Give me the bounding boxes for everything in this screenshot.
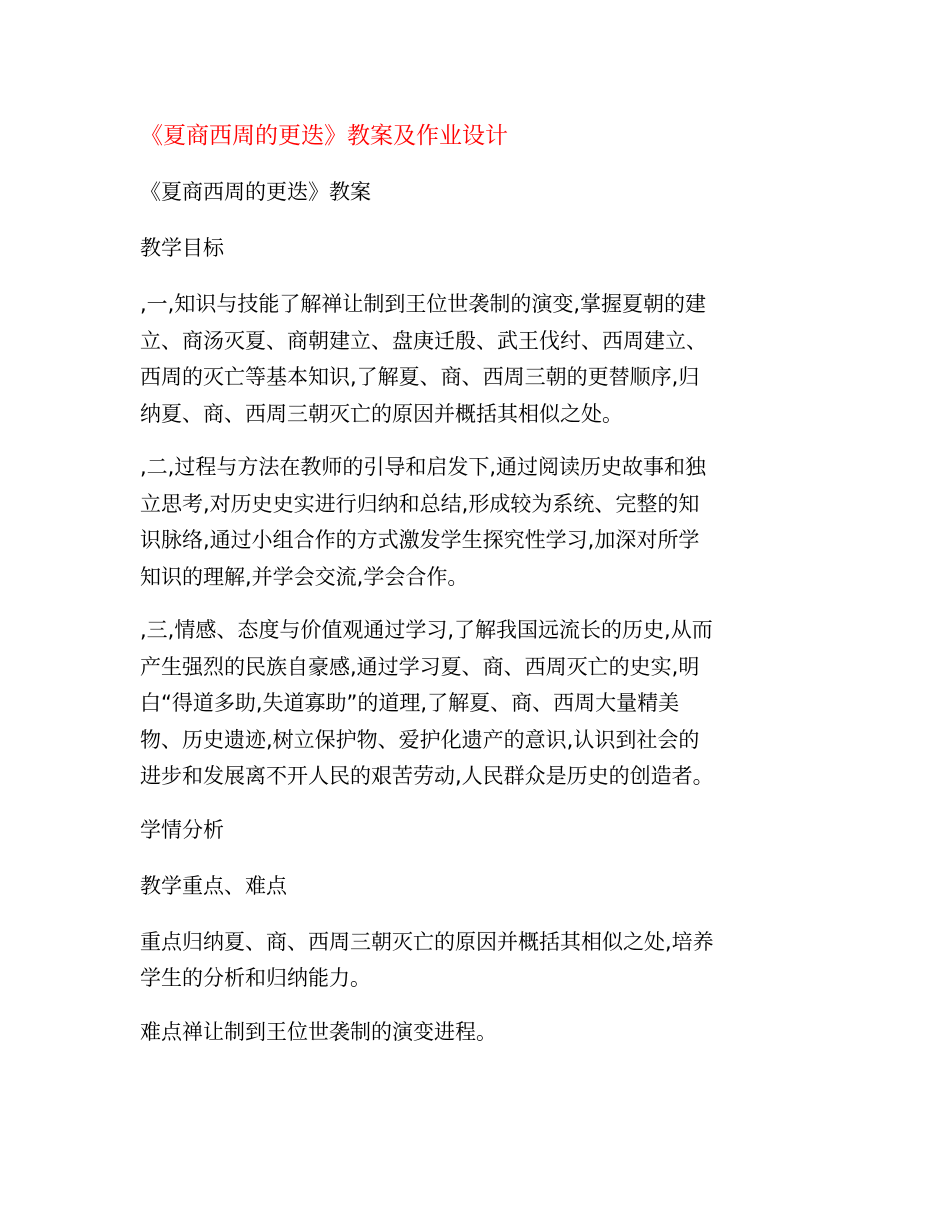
paragraph-line: 产生强烈的民族自豪感,通过学习夏、商、西周灭亡的史实,明 [140, 654, 700, 679]
paragraph-line: 立、商汤灭夏、商朝建立、盘庚迁殷、武王伐纣、西周建立、 [140, 328, 707, 353]
key-point-paragraph [140, 924, 812, 997]
section-heading-analysis: 学情分析 [140, 817, 224, 842]
difficult-point-paragraph: 难点禅让制到王位世袭制的演变进程。 [140, 1019, 497, 1044]
section-heading-key-points: 教学重点、难点 [140, 873, 287, 898]
paragraph-line: 白“得道多助,失道寡助”的道理,了解夏、商、西周大量精美 [140, 691, 680, 715]
paragraph-line: 进步和发展离不开人民的艰苦劳动,人民群众是历史的创造者。 [140, 764, 714, 788]
paragraph-line: 立思考,对历史史实进行归纳和总结,形成较为系统、完整的知 [140, 491, 700, 516]
paragraph-line: 西周的灭亡等基本知识,了解夏、商、西周三朝的更替顺序,归 [140, 365, 700, 389]
paragraph-line: 物、历史遗迹,树立保护物、爱护化遗产的意识,认识到社会的 [140, 727, 700, 752]
paragraph-line: 知识的理解,并学会交流,学会合作。 [140, 564, 469, 589]
paragraph-line: ,一,知识与技能了解禅让制到王位世袭制的演变,掌握夏朝的建 [140, 292, 707, 316]
paragraph-line: ,二,过程与方法在教师的引导和启发下,通过阅读历史故事和独 [140, 455, 707, 479]
objective-paragraph-2 [140, 449, 812, 595]
document-subtitle: 《夏商西周的更迭》教案 [140, 180, 371, 204]
objective-paragraph-3 [140, 612, 812, 795]
paragraph-line: 重点归纳夏、商、西周三朝灭亡的原因并概括其相似之处,培养 [140, 929, 714, 954]
paragraph-line: ,三,情感、态度与价值观通过学习,了解我国远流长的历史,从而 [140, 618, 713, 642]
document-body [140, 118, 812, 1070]
paragraph-line: 学生的分析和归纳能力。 [140, 966, 371, 990]
document-title: 《夏商西周的更迭》教案及作业设计 [140, 123, 508, 149]
section-heading-objectives: 教学目标 [140, 236, 224, 260]
objective-paragraph-1 [140, 286, 812, 432]
paragraph-line: 识脉络,通过小组合作的方式激发学生探究性学习,加深对所学 [140, 528, 700, 552]
paragraph-line: 纳夏、商、西周三朝灭亡的原因并概括其相似之处。 [140, 401, 623, 426]
